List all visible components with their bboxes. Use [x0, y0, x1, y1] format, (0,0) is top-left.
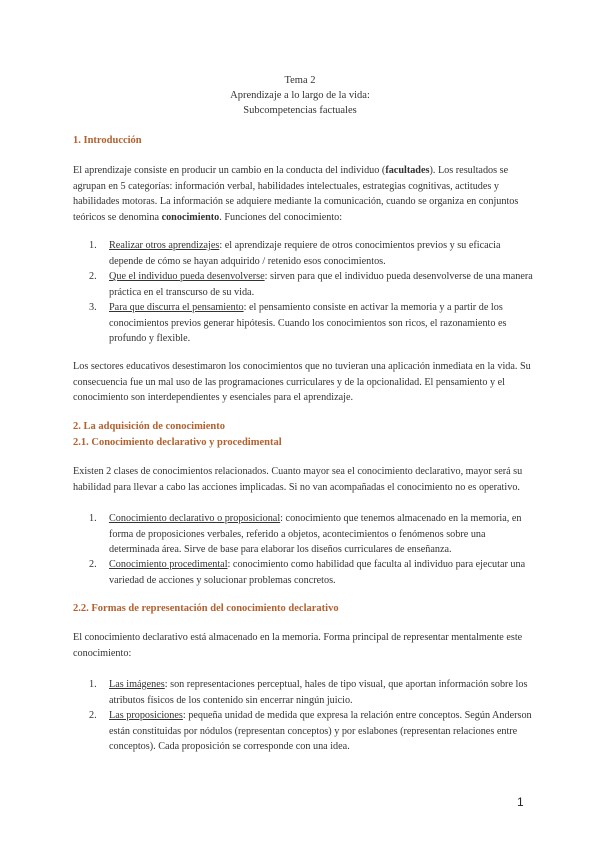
document-title-line-2: Aprendizaje a lo largo de la vida:	[230, 90, 370, 101]
list-item-term: Las imágenes	[109, 679, 165, 690]
section-heading-introduccion: 1. Introducción	[73, 135, 142, 146]
list-item-funciones-3	[73, 300, 533, 347]
list-item-formas-1	[73, 677, 533, 708]
list-number: 1.	[89, 240, 97, 251]
clases-paragraph: Existen 2 clases de conocimientos relacionados. Cuanto mayor sea el conocimiento declarativo, mayor será su habilidad para llevar a cabo las acciones implicadas. Si no van acompañadas el conocimiento no es operativo.	[73, 466, 523, 493]
list-item-formas-2	[73, 708, 533, 755]
list-item-funciones-1	[73, 238, 533, 269]
list-item-description: : pequeña unidad de medida que expresa la relación entre conceptos. Según Anderson están constituidas por nódulos (representan conceptos) y por eslabones (representan relaciones entre conceptos). Cada proposición se corresponde con una idea.	[109, 710, 532, 752]
list-item-description: : son representaciones perceptual, hales de tipo visual, que aportan información sobre los atributos físicos de los contenido sin encerrar ningún juicio.	[109, 679, 528, 706]
section-heading-declarativo-procedimental: 2.1. Conocimiento declarativo y procedimental	[73, 437, 282, 448]
list-item-description: : el pensamiento consiste en activar la memoria y a partir de los conocimientos previos generar hipótesis. Cuando los conocimientos son ricos, el razonamiento es profundo y flexible.	[109, 302, 507, 344]
list-item-clases-1	[73, 511, 533, 558]
list-number: 2.	[89, 271, 97, 282]
list-item-term: Conocimiento declarativo o proposicional	[109, 513, 281, 524]
intro-bold-facultades: facultades	[385, 165, 430, 176]
list-item-description: : sirven para que el individuo pueda desenvolverse de una manera práctica en el transcurso de su vida.	[109, 271, 533, 298]
page-number: 1	[517, 795, 524, 809]
intro-bold-conocimiento: conocimiento	[161, 211, 220, 223]
list-item-term: Conocimiento procedimental	[109, 559, 228, 570]
section-heading-adquisicion: 2. La adquisición de conocimiento	[73, 421, 225, 432]
list-item-description: : el aprendizaje requiere de otros conocimientos previos y su eficacia depende de cómo se hayan adquirido / retenido esos conocimientos.	[109, 240, 501, 267]
document-title-line-1: Tema 2	[284, 75, 316, 86]
list-item-clases-2	[73, 557, 533, 588]
list-number: 1.	[89, 513, 97, 524]
list-number: 1.	[89, 679, 97, 690]
list-item-description: : conocimiento como habilidad que faculta al individuo para ejecutar una variedad de acciones y solucionar problemas concretos.	[109, 559, 526, 586]
intro-text-part-e: . Funciones del conocimiento:	[219, 211, 343, 223]
section-heading-formas-representacion: 2.2. Formas de representación del conocimiento declarativo	[73, 603, 339, 614]
list-number: 2.	[89, 710, 97, 721]
memoria-paragraph: El conocimiento declarativo está almacenado en la memoria. Forma principal de representar mentalmente este conocimiento:	[73, 632, 523, 659]
intro-text-part-a: El aprendizaje consiste en producir un cambio en la conducta del individuo (	[73, 165, 386, 176]
intro-paragraph	[73, 163, 533, 225]
list-item-term: Las proposiciones	[109, 710, 183, 721]
intro-text-part-c: ). Los resultados se agrupan en 5 categorías: información verbal, habilidades intelectuales, estrategias cognitivas, actitudes y habilidades motoras. La información se adquiere mediante la comunicación, cuando se organiza en conjuntos teóricos se denomina	[73, 165, 519, 223]
document-title-line-3: Subcompetencias factuales	[243, 105, 357, 116]
list-item-term: Para que discurra el pensamiento	[109, 302, 244, 313]
list-item-funciones-2	[73, 269, 533, 300]
list-item-term: Realizar otros aprendizajes	[109, 240, 220, 251]
list-number: 3.	[89, 302, 97, 313]
list-item-term: Que el individuo pueda desenvolverse	[109, 271, 265, 282]
list-item-description: : conocimiento que tenemos almacenado en la memoria, en forma de proposiciones verbales, referido a objetos, acontecimientos o fenómenos sobre una determinada área. Sirve de base para elaborar los diseños curriculares de enseñanza.	[109, 513, 522, 555]
list-number: 2.	[89, 559, 97, 570]
sectores-paragraph: Los sectores educativos desestimaron los conocimientos que no tuvieran una aplicación inmediata en la vida. Su consecuencia fue un mal uso de las programaciones curriculares y de la opcionalidad. El pensamiento y el conocimiento son interdependientes y esenciales para el aprendizaje.	[73, 361, 531, 403]
